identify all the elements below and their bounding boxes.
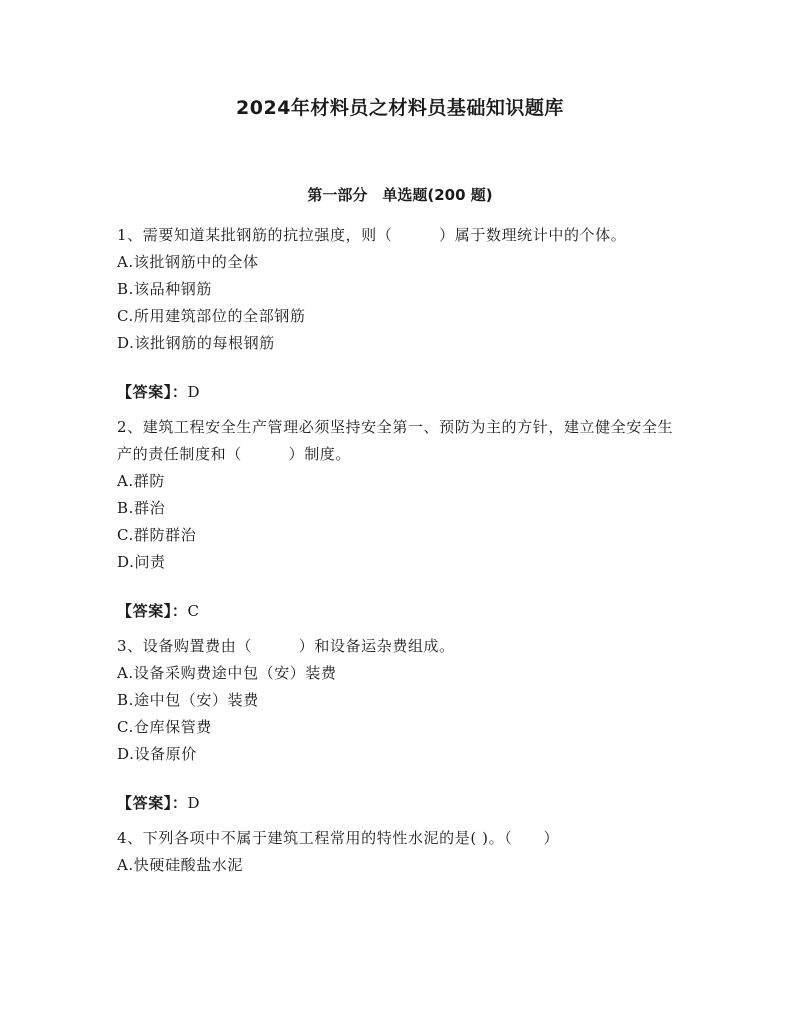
question-item — [117, 222, 687, 406]
option-d: D.该批钢筋的每根钢筋 — [117, 334, 275, 352]
question-item — [117, 414, 687, 625]
question-item — [117, 825, 687, 879]
question-stem: 1、需要知道某批钢筋的抗拉强度，则（ ）属于数理统计中的个体。 — [117, 226, 627, 244]
answer-label: 【答案】： — [117, 794, 188, 812]
option-a: A.该批钢筋中的全体 — [117, 253, 259, 271]
answer-value: D — [187, 794, 201, 812]
option-a: A.群防 — [117, 472, 166, 490]
question-stem: 2、建筑工程安全生产管理必须坚持安全第一、预防为主的方针，建立健全安全生产的责任制度和（ ）制度。 — [117, 418, 674, 463]
option-d: D.问责 — [117, 553, 166, 571]
answer-value: C — [187, 602, 200, 620]
answer-value: D — [187, 383, 201, 401]
option-d: D.设备原价 — [117, 745, 197, 763]
question-stem: 4、下列各项中不属于建筑工程常用的特性水泥的是( )。（ ） — [117, 829, 560, 847]
option-c: C.群防群治 — [117, 526, 197, 544]
answer-line — [117, 790, 687, 817]
option-c: C.仓库保管费 — [117, 718, 212, 736]
option-a: A.设备采购费途中包（安）装费 — [117, 664, 337, 682]
option-c: C.所用建筑部位的全部钢筋 — [117, 307, 306, 325]
question-item — [117, 633, 687, 817]
question-stem: 3、设备购置费由（ ）和设备运杂费组成。 — [117, 637, 455, 655]
answer-line — [117, 379, 687, 406]
answer-line — [117, 598, 687, 625]
question-list — [117, 222, 687, 879]
option-b: B.群治 — [117, 499, 166, 517]
option-b: B.该品种钢筋 — [117, 280, 212, 298]
answer-label: 【答案】： — [117, 602, 188, 620]
document-title: 2024年材料员之材料员基础知识题库 — [236, 97, 564, 119]
section-heading: 第一部分 单选题(200 题) — [307, 186, 493, 204]
option-a: A.快硬硅酸盐水泥 — [117, 856, 244, 874]
answer-label: 【答案】： — [117, 383, 188, 401]
option-b: B.途中包（安）装费 — [117, 691, 259, 709]
